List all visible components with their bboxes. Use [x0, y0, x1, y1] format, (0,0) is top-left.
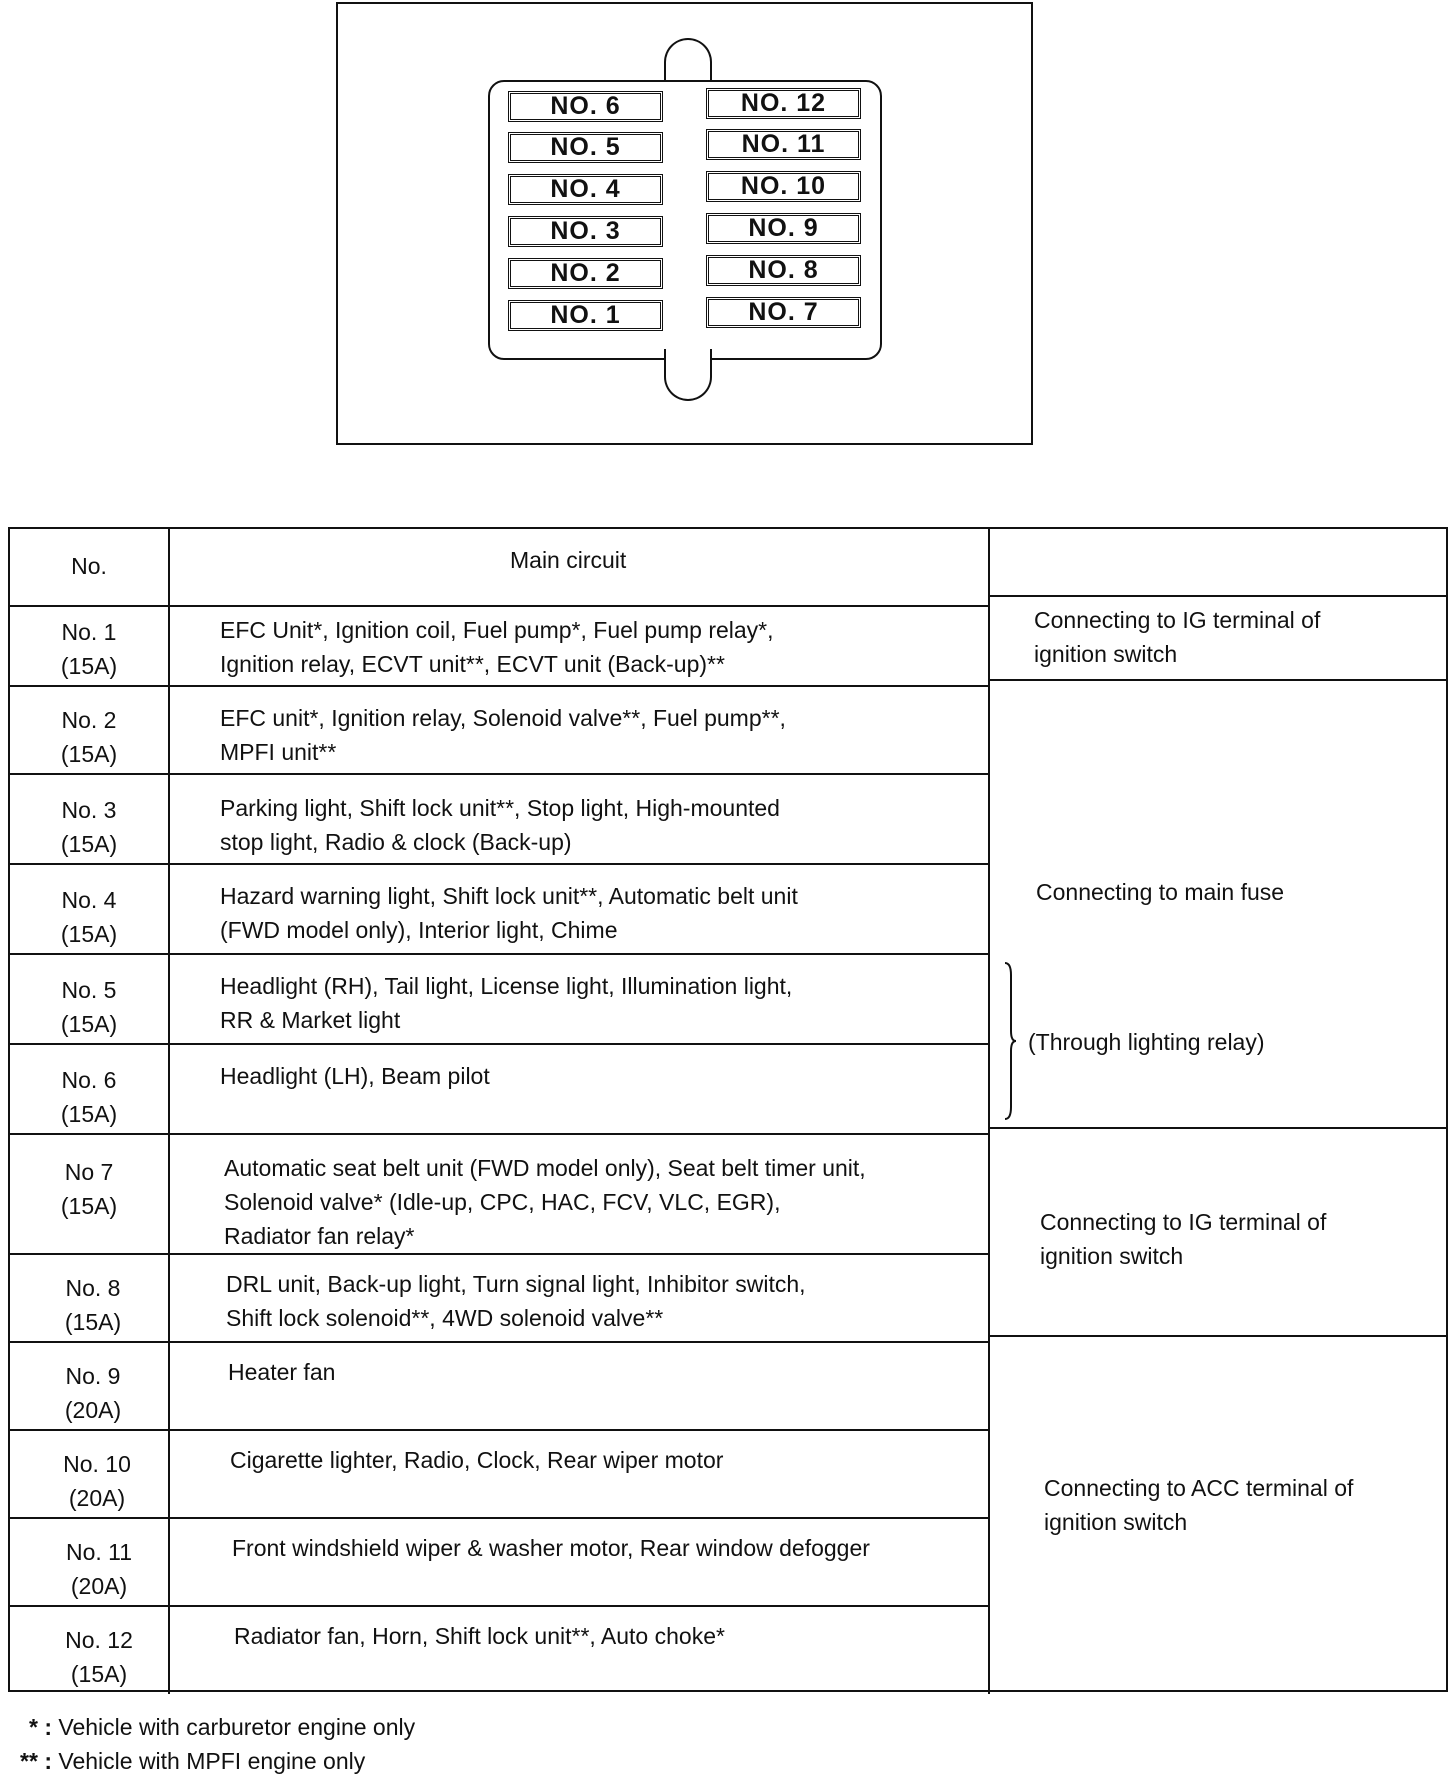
- fuse-number: No. 8: [65, 1275, 121, 1301]
- fuse-amperage: (20A): [64, 1397, 122, 1423]
- fuse-slot-3: NO. 3: [508, 216, 663, 247]
- circuit-line: Solenoid valve* (Idle-up, CPC, HAC, FCV, VLC, EGR),: [224, 1189, 781, 1215]
- circuit-line: Headlight (RH), Tail light, License light, Illumination light,: [220, 973, 793, 999]
- circuit-line: RR & Market light: [220, 1007, 401, 1033]
- row-4-circuit: [220, 879, 798, 947]
- connection-line: ignition switch: [1044, 1509, 1188, 1535]
- row-3-circuit: [220, 791, 780, 859]
- connection-line: Connecting to IG terminal of: [1034, 607, 1321, 633]
- footnote-symbol: * :: [29, 1714, 52, 1740]
- row-12-no: [34, 1623, 164, 1691]
- fuse-slot-11: NO. 11: [706, 129, 861, 160]
- fuse-slot-1: NO. 1: [508, 300, 663, 331]
- row-divider: [10, 1517, 990, 1519]
- fuse-slot-6: NO. 6: [508, 91, 663, 122]
- fuse-number: No. 12: [65, 1627, 133, 1653]
- connection-main-fuse: [1036, 875, 1284, 909]
- row-12-circuit: [234, 1619, 725, 1653]
- group-divider: [988, 1335, 1448, 1337]
- fuse-amperage: (15A): [60, 831, 118, 857]
- fuse-amperage: (15A): [60, 1101, 118, 1127]
- header-main-circuit: Main circuit: [510, 547, 627, 573]
- circuit-line: Headlight (LH), Beam pilot: [220, 1063, 490, 1089]
- fuse-number: No. 10: [63, 1451, 131, 1477]
- row-5-circuit: [220, 969, 792, 1037]
- row-divider: [10, 773, 990, 775]
- row-7-circuit: [224, 1151, 866, 1253]
- row-10-circuit: [230, 1443, 723, 1477]
- fuse-number: No. 9: [65, 1363, 121, 1389]
- footnote-mpfi: [0, 1746, 365, 1776]
- row-divider: [10, 1341, 990, 1343]
- fuse-slot-12: NO. 12: [706, 88, 861, 119]
- row-6-circuit: [220, 1059, 490, 1093]
- lighting-relay-brace: [1003, 961, 1017, 1121]
- row-10-no: [32, 1447, 162, 1515]
- row-11-no: [34, 1535, 164, 1603]
- fuse-slot-5: NO. 5: [508, 132, 663, 163]
- row-3-no: [24, 793, 154, 861]
- circuit-line: (FWD model only), Interior light, Chime: [220, 917, 618, 943]
- connection-line: ignition switch: [1034, 641, 1178, 667]
- column-divider-circuit: [988, 529, 990, 1694]
- fuse-number: No. 1: [61, 619, 117, 645]
- row-divider: [10, 605, 990, 607]
- circuit-line: EFC unit*, Ignition relay, Solenoid valve**, Fuel pump**,: [220, 705, 786, 731]
- row-9-circuit: [228, 1355, 335, 1389]
- circuit-line: Shift lock solenoid**, 4WD solenoid valve**: [226, 1305, 664, 1331]
- footnote-carburetor: [0, 1712, 415, 1742]
- column-divider-no: [168, 529, 170, 1694]
- connection-line: Connecting to ACC terminal of: [1044, 1475, 1354, 1501]
- circuit-line: Radiator fan, Horn, Shift lock unit**, Auto choke*: [234, 1623, 725, 1649]
- fuse-amperage: (15A): [60, 1011, 118, 1037]
- footnote-text: Vehicle with MPFI engine only: [58, 1748, 366, 1774]
- fuse-box-diagram: [336, 2, 1033, 445]
- fuse-number: No. 11: [65, 1539, 133, 1565]
- circuit-line: Hazard warning light, Shift lock unit**, Automatic belt unit: [220, 883, 798, 909]
- fuse-number: No. 4: [61, 887, 117, 913]
- fuse-amperage: (15A): [60, 921, 118, 947]
- row-divider: [10, 953, 990, 955]
- circuit-line: Parking light, Shift lock unit**, Stop light, High-mounted: [220, 795, 780, 821]
- row-divider: [10, 1429, 990, 1431]
- fuse-box-bottom-tab: [664, 349, 712, 401]
- circuit-line: stop light, Radio & clock (Back-up): [220, 829, 572, 855]
- connection-ig-2: [1040, 1205, 1326, 1273]
- fuse-slot-8: NO. 8: [706, 255, 861, 286]
- circuit-line: Front windshield wiper & washer motor, Rear window defogger: [232, 1535, 870, 1561]
- fuse-amperage: (15A): [70, 1661, 128, 1687]
- fuse-amperage: (20A): [70, 1573, 128, 1599]
- row-divider: [10, 685, 990, 687]
- row-1-circuit: [220, 613, 774, 681]
- row-9-no: [28, 1359, 158, 1427]
- row-6-no: [24, 1063, 154, 1131]
- connection-lighting-relay: [1028, 1025, 1265, 1059]
- circuit-line: Heater fan: [228, 1359, 336, 1385]
- fuse-number: No 7: [64, 1159, 114, 1185]
- row-8-no: [28, 1271, 158, 1339]
- circuit-line: Ignition relay, ECVT unit**, ECVT unit (Back-up)**: [220, 651, 725, 677]
- fuse-slot-10: NO. 10: [706, 171, 861, 202]
- row-divider: [10, 863, 990, 865]
- fuse-number: No. 3: [61, 797, 117, 823]
- footnote-symbol: ** :: [20, 1748, 52, 1774]
- row-7-no: [24, 1155, 154, 1223]
- connection-line: Connecting to main fuse: [1036, 879, 1285, 905]
- fuse-number: No. 2: [61, 707, 117, 733]
- fuse-slot-9: NO. 9: [706, 213, 861, 244]
- row-11-circuit: [232, 1531, 870, 1565]
- group-divider: [988, 595, 1448, 597]
- fuse-box-body: [488, 80, 882, 360]
- connection-ig-1: [1034, 603, 1320, 671]
- fuse-slot-2: NO. 2: [508, 258, 663, 289]
- fuse-amperage: (20A): [68, 1485, 126, 1511]
- row-divider: [10, 1253, 990, 1255]
- fuse-circuit-table: [8, 527, 1448, 1692]
- fuse-slot-4: NO. 4: [508, 174, 663, 205]
- circuit-line: Automatic seat belt unit (FWD model only), Seat belt timer unit,: [224, 1155, 866, 1181]
- fuse-amperage: (15A): [64, 1309, 122, 1335]
- connection-line: (Through lighting relay): [1028, 1029, 1265, 1055]
- connection-line: Connecting to IG terminal of: [1040, 1209, 1327, 1235]
- connection-line: ignition switch: [1040, 1243, 1184, 1269]
- group-divider: [988, 679, 1448, 681]
- row-2-no: [24, 703, 154, 771]
- row-divider: [10, 1605, 990, 1607]
- circuit-line: Cigarette lighter, Radio, Clock, Rear wiper motor: [230, 1447, 724, 1473]
- row-2-circuit: [220, 701, 786, 769]
- fuse-slot-7: NO. 7: [706, 297, 861, 328]
- row-divider: [10, 1043, 990, 1045]
- row-8-circuit: [226, 1267, 806, 1335]
- fuse-amperage: (15A): [60, 741, 118, 767]
- circuit-line: DRL unit, Back-up light, Turn signal light, Inhibitor switch,: [226, 1271, 806, 1297]
- row-4-no: [24, 883, 154, 951]
- footnote-text: Vehicle with carburetor engine only: [58, 1714, 416, 1740]
- fuse-amperage: (15A): [60, 1193, 118, 1219]
- circuit-line: Radiator fan relay*: [224, 1223, 415, 1249]
- row-1-no: [24, 615, 154, 683]
- fuse-number: No. 5: [61, 977, 117, 1003]
- circuit-line: EFC Unit*, Ignition coil, Fuel pump*, Fuel pump relay*,: [220, 617, 774, 643]
- row-5-no: [24, 973, 154, 1041]
- row-divider: [10, 1133, 990, 1135]
- header-no: No.: [71, 553, 107, 579]
- fuse-amperage: (15A): [60, 653, 118, 679]
- group-divider: [988, 1127, 1448, 1129]
- circuit-line: MPFI unit**: [220, 739, 337, 765]
- connection-acc: [1044, 1471, 1353, 1539]
- fuse-number: No. 6: [61, 1067, 117, 1093]
